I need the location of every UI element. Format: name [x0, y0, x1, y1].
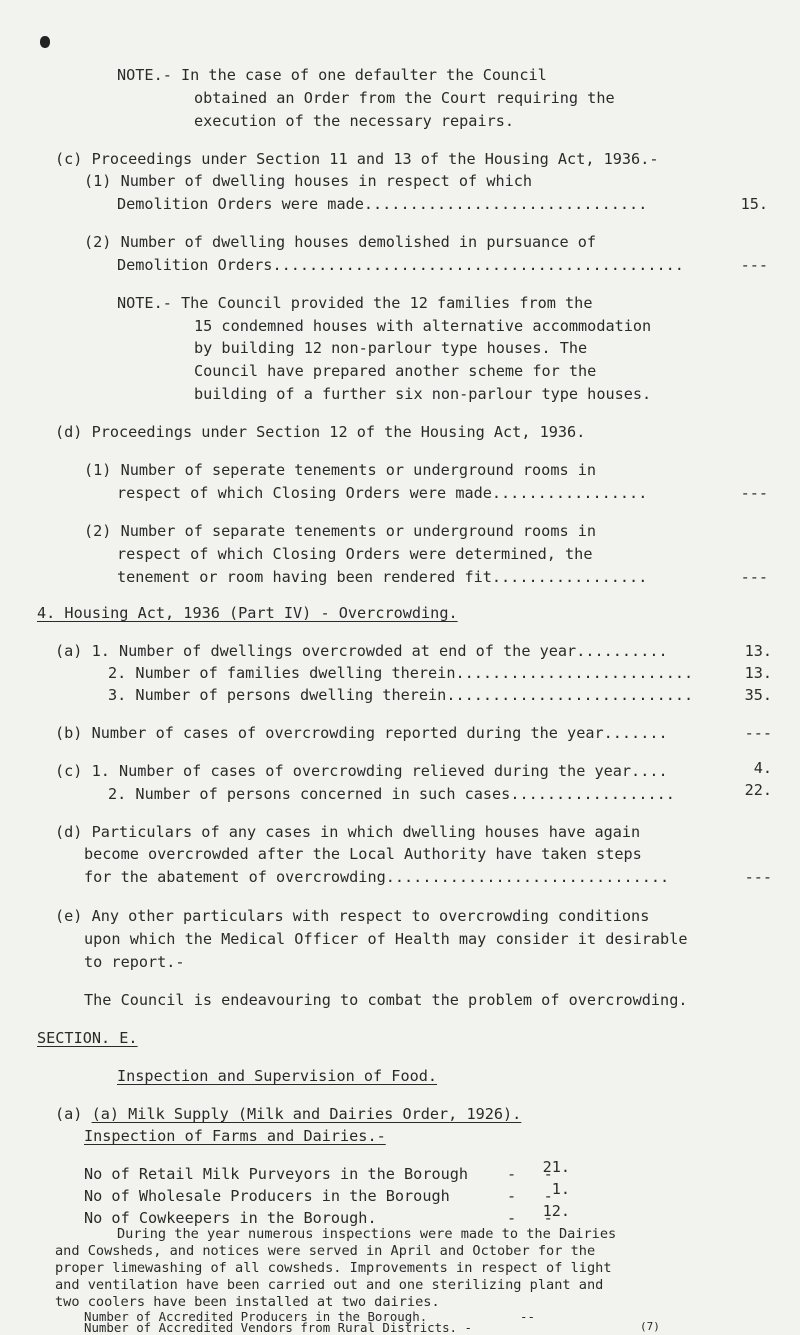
para-line: and Cowsheds, and notices were served in April and October for the	[55, 1243, 596, 1259]
note-line: NOTE.- The Council provided the 12 families from the	[117, 294, 593, 312]
4a-line: 3. Number of persons dwelling therein...........................	[108, 686, 694, 704]
milk-row-dash: - -	[507, 1209, 553, 1227]
milk-row-label: No of Wholesale Producers in the Borough	[84, 1187, 450, 1205]
4d-line: become overcrowded after the Local Authority have taken steps	[84, 845, 642, 863]
d1-line: respect of which Closing Orders were made.................	[117, 484, 648, 502]
4d-line: for the abatement of overcrowding...............................	[84, 868, 670, 886]
c2-line: (2) Number of dwelling houses demolished in pursuance of	[84, 233, 597, 251]
4d-line: (d) Particulars of any cases in which dwelling houses have again	[55, 823, 641, 841]
note-line: 15 condemned houses with alternative accommodation	[194, 317, 652, 335]
note-line: Council have prepared another scheme for the	[194, 362, 597, 380]
overcrowding-closing: The Council is endeavouring to combat the problem of overcrowding.	[84, 991, 688, 1009]
c2-line: Demolition Orders.............................................	[117, 256, 684, 274]
milk-row-label: No of Retail Milk Purveyors in the Borough	[84, 1165, 469, 1183]
milk-row-dash: - -	[507, 1187, 553, 1205]
milk-row-label: No of Cowkeepers in the Borough.	[84, 1209, 377, 1227]
d2-line: (2) Number of separate tenements or underground rooms in	[84, 522, 597, 540]
d1-line: (1) Number of seperate tenements or underground rooms in	[84, 461, 597, 479]
4c-value: 22.	[744, 781, 772, 799]
para-line: and ventilation have been carried out and one sterilizing plant and	[55, 1277, 604, 1293]
4e-line: upon which the Medical Officer of Health may consider it desirable	[84, 930, 688, 948]
d2-value: ---	[740, 568, 768, 586]
4c-line: 2. Number of persons concerned in such cases..................	[108, 785, 675, 803]
page-number: (7)	[640, 1320, 660, 1333]
d2-line: tenement or room having been rendered fit.................	[117, 568, 648, 586]
milk-row-value: 12.	[542, 1202, 570, 1220]
c1-line: (1) Number of dwelling houses in respect of which	[84, 172, 533, 190]
inspection-farms-heading: Inspection of Farms and Dairies.-	[84, 1127, 386, 1145]
4a-value: 13.	[744, 642, 772, 660]
milk-supply-heading: (a) (a) Milk Supply (Milk and Dairies Order, 1926).	[55, 1105, 522, 1123]
section-e-heading: SECTION. E.	[37, 1029, 138, 1047]
d2-line: respect of which Closing Orders were determined, the	[117, 545, 593, 563]
section-d-label: (d) Proceedings under Section 12 of the Housing Act, 1936.	[55, 423, 586, 441]
para-line: proper limewashing of all cowsheds. Improvements in respect of light	[55, 1260, 612, 1276]
4d-value: ---	[744, 868, 772, 886]
section-4-heading: 4. Housing Act, 1936 (Part IV) - Overcrowding.	[37, 604, 458, 622]
4a-value: 13.	[744, 664, 772, 682]
d1-value: ---	[740, 484, 768, 502]
milk-row-value: 1.	[551, 1180, 570, 1198]
accredited-label: Number of Accredited Producers in the Borough.	[84, 1309, 428, 1324]
4c-value: 4.	[753, 759, 772, 777]
accredited-dash: --	[520, 1309, 535, 1324]
4b-line: (b) Number of cases of overcrowding reported during the year.......	[55, 724, 668, 742]
4c-line: (c) 1. Number of cases of overcrowding relieved during the year....	[55, 762, 668, 780]
milk-supply-title: (a) Milk Supply (Milk and Dairies Order, 1926).	[91, 1105, 522, 1123]
milk-row-dash: - -	[507, 1165, 553, 1183]
milk-row-value: 21.	[542, 1158, 570, 1176]
4a-line: 2. Number of families dwelling therein..........................	[108, 664, 694, 682]
4b-value: ---	[744, 724, 772, 742]
4a-line: (a) 1. Number of dwellings overcrowded at end of the year..........	[55, 642, 668, 660]
para-line: During the year numerous inspections were made to the Dairies	[117, 1226, 617, 1242]
note-line: by building 12 non-parlour type houses. The	[194, 339, 588, 357]
4e-line: to report.-	[84, 953, 185, 971]
c2-value: ---	[740, 256, 768, 274]
4a-value: 35.	[744, 686, 772, 704]
c1-line: Demolition Orders were made...............................	[117, 195, 648, 213]
note-line: NOTE.- In the case of one defaulter the Council	[117, 66, 547, 84]
section-e-subheading: Inspection and Supervision of Food.	[117, 1067, 438, 1085]
section-c-label: (c) Proceedings under Section 11 and 13 of the Housing Act, 1936.-	[55, 150, 659, 168]
c1-value: 15.	[740, 195, 768, 213]
4e-line: (e) Any other particulars with respect to overcrowding conditions	[55, 907, 650, 925]
para-line: two coolers have been installed at two dairies.	[55, 1294, 440, 1310]
note-line: building of a further six non-parlour type houses.	[194, 385, 652, 403]
note-line: execution of the necessary repairs.	[194, 112, 515, 130]
margin-ink-dot	[40, 36, 50, 48]
accredited-label: Number of Accredited Vendors from Rural Districts. -	[84, 1320, 472, 1335]
note-line: obtained an Order from the Court requiring the	[194, 89, 615, 107]
